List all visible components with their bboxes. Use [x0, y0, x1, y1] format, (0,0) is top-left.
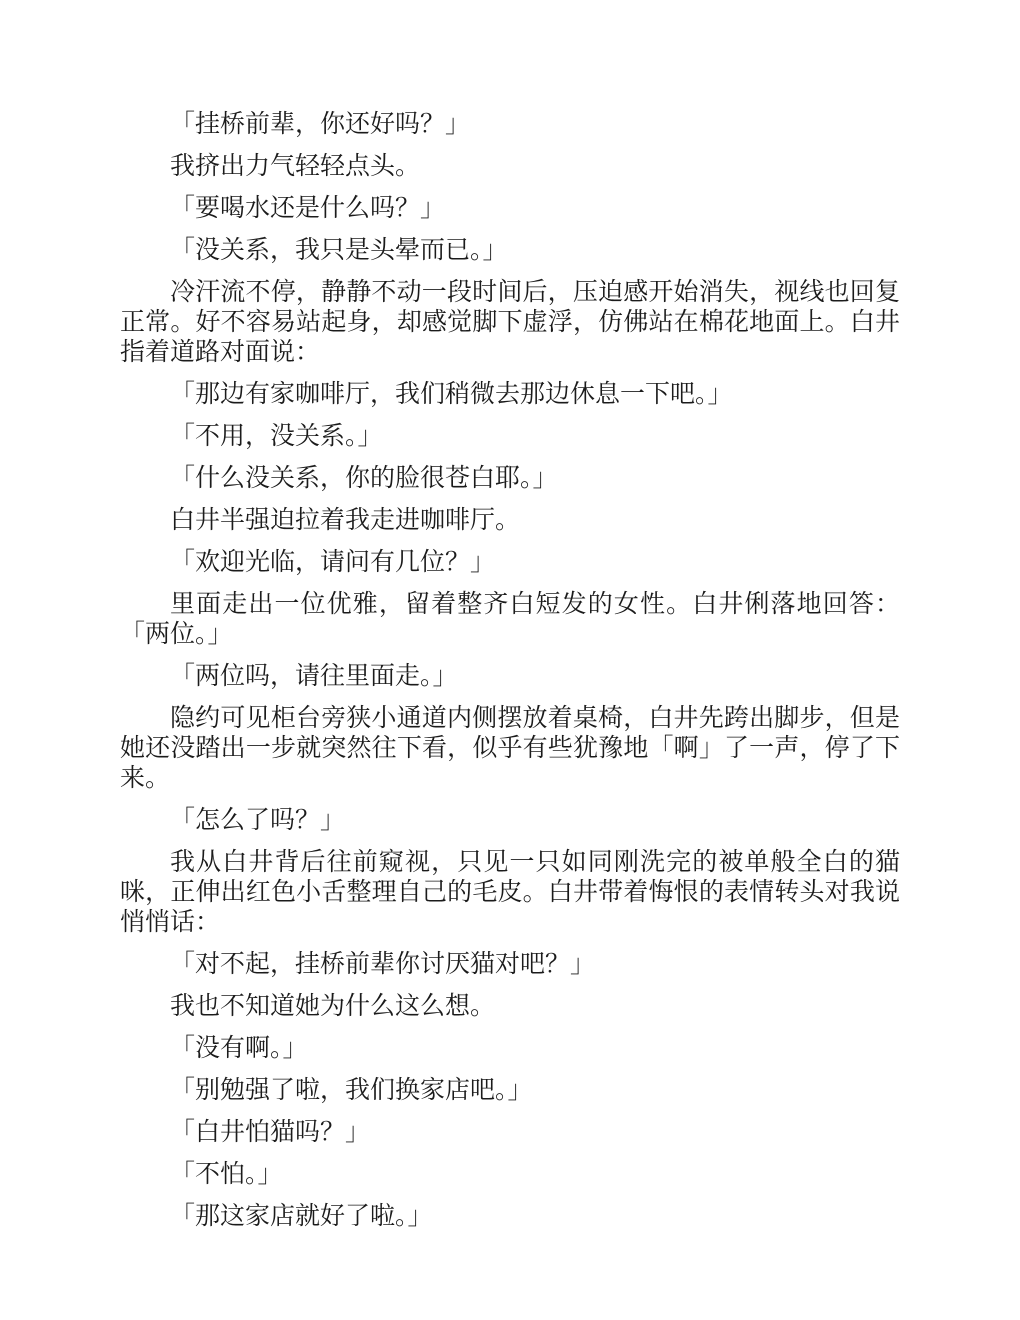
paragraph: 「白井怕猫吗？」 [170, 1119, 371, 1146]
paragraph: 「欢迎光临，请问有几位？」 [170, 549, 496, 576]
paragraph: 「那边有家咖啡厅，我们稍微去那边休息一下吧。」 [170, 381, 733, 408]
paragraph: 「那这家店就好了啦。」 [170, 1203, 433, 1230]
paragraph: 隐约可见柜台旁狭小通道内侧摆放着桌椅，白井先跨出脚步，但是她还没踏出一步就突然往下看，似乎有些犹豫地「啊」了一声，停了下来。 [120, 705, 900, 792]
paragraph: 我也不知道她为什么这么想。 [170, 993, 496, 1020]
paragraph: 我从白井背后往前窥视，只见一只如同刚洗完的被单般全白的猫咪，正伸出红色小舌整理自己的毛皮。白井带着悔恨的表情转头对我说悄悄话： [120, 849, 900, 936]
paragraph: 「不怕。」 [170, 1161, 283, 1188]
paragraph: 「别勉强了啦，我们换家店吧。」 [170, 1077, 533, 1104]
paragraph: 「什么没关系，你的脸很苍白耶。」 [170, 465, 558, 492]
paragraph: 「两位吗，请往里面走。」 [170, 663, 458, 690]
paragraph: 「没有啊。」 [170, 1035, 308, 1062]
paragraph: 我挤出力气轻轻点头。 [170, 153, 421, 180]
text-column [120, 110, 900, 1244]
paragraph: 「怎么了吗？」 [170, 807, 346, 834]
paragraph: 冷汗流不停，静静不动一段时间后，压迫感开始消失，视线也回复正常。好不容易站起身，却感觉脚下虚浮，仿佛站在棉花地面上。白井指着道路对面说： [120, 279, 900, 366]
paragraph: 「挂桥前辈，你还好吗？」 [170, 111, 471, 138]
paragraph: 「没关系，我只是头晕而已。」 [170, 237, 508, 264]
paragraph: 「要喝水还是什么吗？」 [170, 195, 446, 222]
paragraph: 「对不起，挂桥前辈你讨厌猫对吧？」 [170, 951, 596, 978]
paragraph: 里面走出一位优雅，留着整齐白短发的女性。白井俐落地回答：「两位。」 [120, 591, 900, 648]
paragraph: 「不用，没关系。」 [170, 423, 383, 450]
paragraph: 白井半强迫拉着我走进咖啡厅。 [170, 507, 521, 534]
